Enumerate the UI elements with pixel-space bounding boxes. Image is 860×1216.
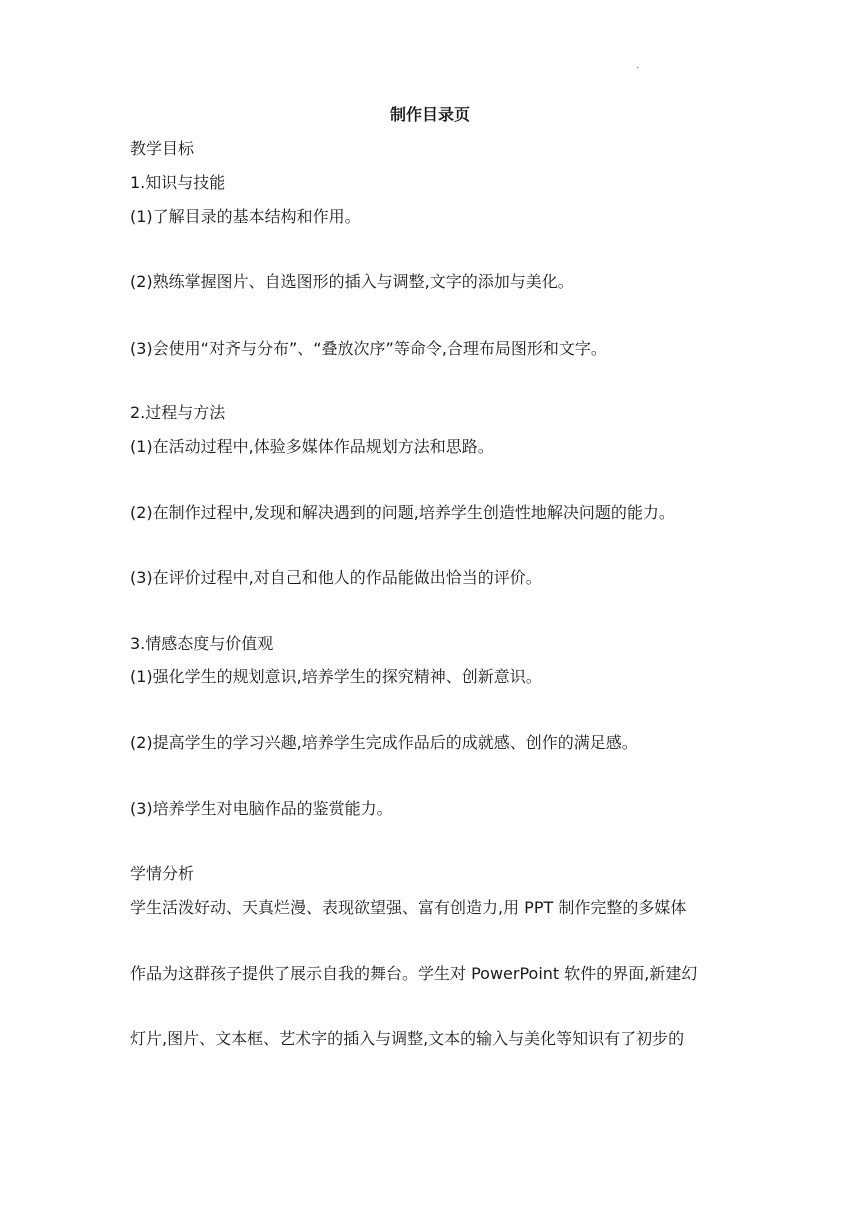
section-heading-knowledge-skills: 1.知识与技能 bbox=[130, 173, 226, 192]
paragraph-line: 作品为这群孩子提供了展示自我的舞台。学生对 PowerPoint 软件的界面,新建幻 bbox=[130, 964, 698, 983]
list-item: (3)培养学生对电脑作品的鉴赏能力。 bbox=[130, 799, 393, 818]
list-item: (3)会使用“对齐与分布”、“叠放次序”等命令,合理布局图形和文字。 bbox=[130, 339, 607, 358]
corner-mark: . bbox=[636, 60, 640, 71]
document-title: 制作目录页 bbox=[389, 105, 470, 124]
section-heading-learner-analysis: 学情分析 bbox=[130, 864, 195, 883]
list-item: (3)在评价过程中,对自己和他人的作品能做出恰当的评价。 bbox=[130, 568, 542, 587]
list-item: (1)了解目录的基本结构和作用。 bbox=[130, 207, 361, 226]
list-item: (2)熟练掌握图片、自选图形的插入与调整,文字的添加与美化。 bbox=[130, 272, 574, 291]
section-heading-attitude-values: 3.情感态度与价值观 bbox=[130, 634, 274, 653]
list-item: (2)在制作过程中,发现和解决遇到的问题,培养学生创造性地解决问题的能力。 bbox=[130, 503, 675, 522]
section-heading-process-method: 2.过程与方法 bbox=[130, 403, 226, 422]
list-item: (1)在活动过程中,体验多媒体作品规划方法和思路。 bbox=[130, 437, 494, 456]
section-heading-teaching-goals: 教学目标 bbox=[130, 139, 195, 158]
paragraph-line: 灯片,图片、文本框、艺术字的插入与调整,文本的输入与美化等知识有了初步的 bbox=[130, 1029, 685, 1048]
paragraph-line: 学生活泼好动、天真烂漫、表现欲望强、富有创造力,用 PPT 制作完整的多媒体 bbox=[130, 898, 687, 917]
list-item: (2)提高学生的学习兴趣,培养学生完成作品后的成就感、创作的满足感。 bbox=[130, 733, 638, 752]
list-item: (1)强化学生的规划意识,培养学生的探究精神、创新意识。 bbox=[130, 667, 542, 686]
